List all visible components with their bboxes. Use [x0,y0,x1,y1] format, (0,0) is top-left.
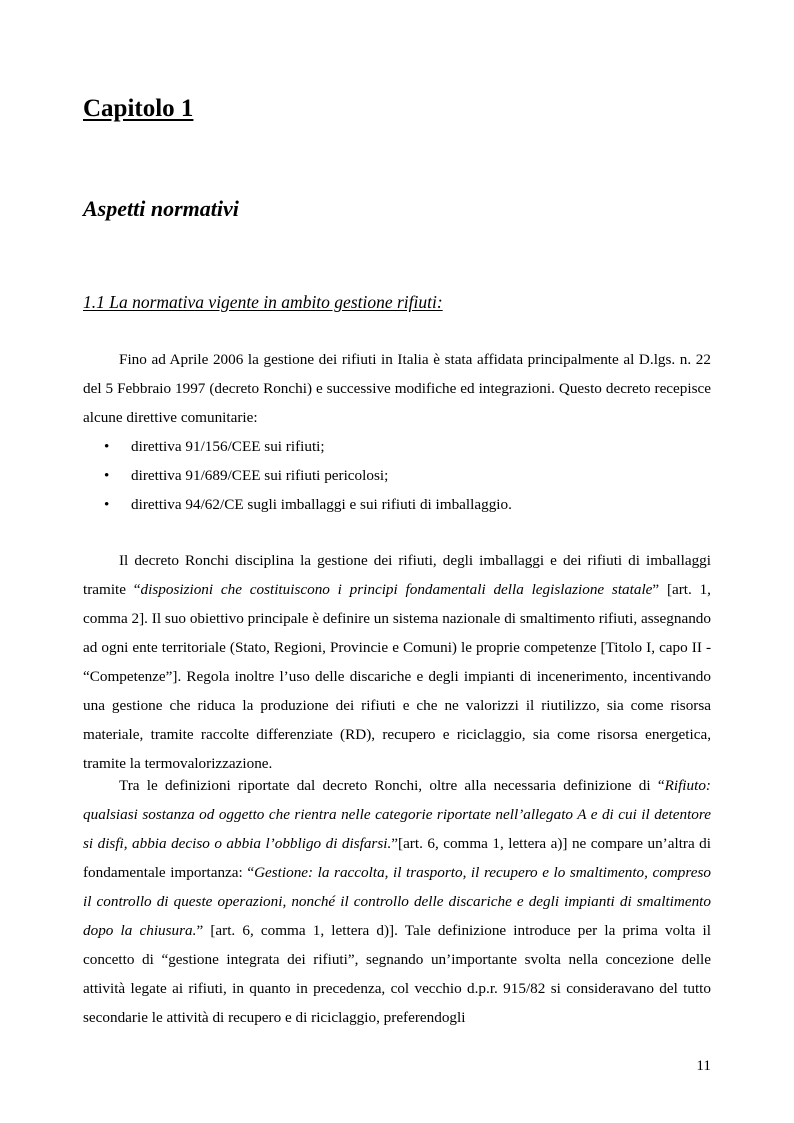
bullet-icon: • [104,496,110,513]
list-item-text: direttiva 91/689/CEE sui rifiuti pericolosi; [131,467,389,484]
list-item [83,461,711,490]
section-title: 1.1 La normativa vigente in ambito gestione rifiuti: [83,292,443,312]
paragraph-text: ”[art. 6, comma 1, lettera a)] ne compare un’altra di fondamentale importanza: “ [83,835,711,881]
quoted-text: Rifiuto: qualsiasi sostanza od oggetto che rientra nelle categorie riportate nell’allegato A e di cui il detentore si disfi, abbia deciso o abbia l’obbligo di disfarsi. [83,777,711,852]
bullet-icon: • [104,467,110,484]
bullet-icon: • [104,438,110,455]
quoted-text: disposizioni che costituiscono i principi fondamentali della legislazione statale [140,581,653,598]
list-item [83,432,711,461]
paragraph-definitions [83,771,711,1032]
page-number: 11 [696,1057,711,1074]
list-item-text: direttiva 94/62/CE sugli imballaggi e sui rifiuti di imballaggio. [131,496,512,513]
paragraph-text: ” [art. 6, comma 1, lettera d)]. Tale definizione introduce per la prima volta il concetto di “gestione integrata dei rifiuti”, segnando un’importante svolta nella concezione delle attività legate ai rifiuti, in quanto in precedenza, col vecchio d.p.r. 915/82 si consideravano del tutto secondarie le attività di recupero e di riciclaggio, preferendogli [83,922,711,1026]
list-item-text: direttiva 91/156/CEE sui rifiuti; [131,438,325,455]
paragraph-text: Tra le definizioni riportate dal decreto Ronchi, oltre alla necessaria definizione di “ [119,777,665,794]
directives-list [83,432,711,519]
chapter-subtitle: Aspetti normativi [83,196,239,221]
paragraph-text: Il decreto Ronchi disciplina la gestione dei rifiuti, degli imballaggi e dei rifiuti di imballaggi tramite “ [83,552,711,598]
intro-block [83,345,711,519]
ronchi-block [83,546,711,778]
list-item [83,490,711,519]
chapter-title: Capitolo 1 [83,95,194,122]
paragraph-intro: Fino ad Aprile 2006 la gestione dei rifiuti in Italia è stata affidata principalmente al D.lgs. n. 22 del 5 Febbraio 1997 (decreto Ronchi) e successive modifiche ed integrazioni. Questo decreto recepisce alcune direttive comunitarie: [83,351,711,426]
paragraph-text: ” [art. 1, comma 2]. Il suo obiettivo principale è definire un sistema nazionale di smaltimento rifiuti, assegnando ad ogni ente territoriale (Stato, Regioni, Provincie e Comuni) le proprie competenze [Titolo I, capo II - “Competenze”]. Regola inoltre l’uso delle discariche e degli impianti di incenerimento, incentivando una gestione che riduca la produzione dei rifiuti e che ne valorizzi il riutilizzo, sia come risorsa materiale, tramite raccolte differenziate (RD), recupero e riciclaggio, sia come risorsa energetica, tramite la termovalorizzazione. [83,581,711,772]
quoted-text: Gestione: la raccolta, il trasporto, il recupero e lo smaltimento, compreso il controllo di queste operazioni, nonché il controllo delle discariche e degli impianti di smaltimento dopo la chiusura. [83,864,711,939]
paragraph-ronchi [83,546,711,778]
definitions-block [83,771,711,1032]
